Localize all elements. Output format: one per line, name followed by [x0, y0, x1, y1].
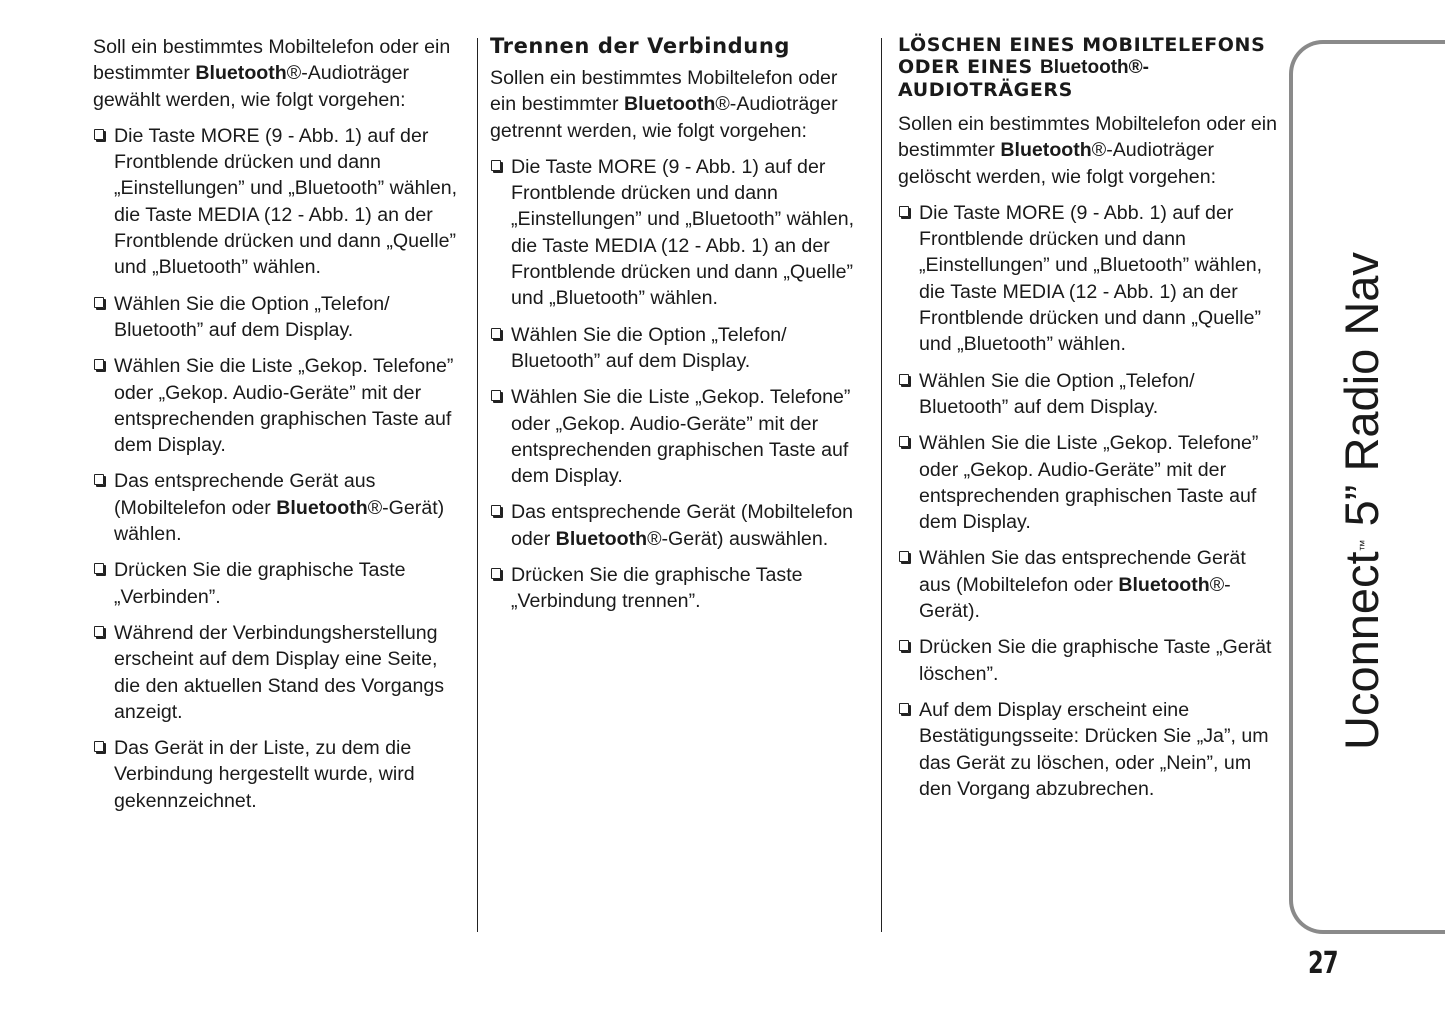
intro-paragraph: Sollen ein bestimmtes Mobiltelefon oder ein bestimmter Bluetooth®-Audioträger getrennt werden, wie folgt vorgehen: — [490, 67, 838, 142]
list-item: Das entsprechende Gerät aus (Mobiltelefon oder Bluetooth®-Gerät) wählen. — [93, 468, 465, 547]
list-item: Wählen Sie die Liste „Gekop. Telefone” oder „Gekop. Audio-Geräte” mit der entsprechenden graphischen Taste auf dem Display. — [490, 384, 868, 489]
list-item: Wählen Sie die Liste „Gekop. Telefone” oder „Gekop. Audio-Geräte” mit der entsprechenden graphischen Taste auf dem Display. — [93, 353, 465, 458]
checkbox-bullet-icon — [94, 626, 104, 637]
list-item: Während der Verbindungsherstellung erscheint auf dem Display eine Seite, die den aktuellen Stand des Vorgangs anzeigt. — [93, 620, 465, 725]
checkbox-bullet-icon — [491, 505, 501, 516]
column-3 — [898, 34, 1278, 812]
checkbox-bullet-icon — [94, 297, 104, 308]
checkbox-bullet-icon — [491, 390, 501, 401]
column-divider — [477, 38, 478, 932]
list-item: Die Taste MORE (9 - Abb. 1) auf der Frontblende drücken und dann „Einstellungen” und „Bluetooth” wählen, die Taste MEDIA (12 - Abb. 1) an der Frontblende drücken und dann „Quelle” und „Bluetooth” wählen. — [93, 123, 465, 281]
list-item: Drücken Sie die graphische Taste „Gerät löschen”. — [898, 634, 1278, 687]
list-item: Die Taste MORE (9 - Abb. 1) auf der Frontblende drücken und dann „Einstellungen” und „Bluetooth” wählen, die Taste MEDIA (12 - Abb. 1) an der Frontblende drücken und dann „Quelle” und „Bluetooth” wählen. — [490, 154, 868, 312]
list-item: Wählen Sie das entsprechende Gerät aus (Mobiltelefon oder Bluetooth®-Gerät). — [898, 545, 1278, 624]
checkbox-bullet-icon — [94, 359, 104, 370]
list-item: Drücken Sie die graphische Taste „Verbindung trennen”. — [490, 562, 868, 615]
step-list — [898, 200, 1278, 802]
step-list — [93, 123, 465, 814]
checkbox-bullet-icon — [899, 703, 909, 714]
column-2 — [490, 34, 868, 625]
checkbox-bullet-icon — [899, 436, 909, 447]
checkbox-bullet-icon — [899, 206, 909, 217]
checkbox-bullet-icon — [899, 551, 909, 562]
checkbox-bullet-icon — [491, 160, 501, 171]
step-list — [490, 154, 868, 615]
list-item: Wählen Sie die Liste „Gekop. Telefone” oder „Gekop. Audio-Geräte” mit der entsprechenden graphischen Taste auf dem Display. — [898, 430, 1278, 535]
checkbox-bullet-icon — [94, 563, 104, 574]
list-item: Wählen Sie die Option „Telefon/ Bluetooth” auf dem Display. — [898, 368, 1278, 421]
column-1 — [93, 34, 465, 824]
list-item: Das entsprechende Gerät (Mobiltelefon oder Bluetooth®-Gerät) auswählen. — [490, 499, 868, 552]
list-item: Wählen Sie die Option „Telefon/ Bluetooth” auf dem Display. — [93, 291, 465, 344]
list-item: Das Gerät in der Liste, zu dem die Verbindung hergestellt wurde, wird gekennzeichnet. — [93, 735, 465, 814]
section-heading: Trennen der Verbindung — [490, 34, 791, 58]
list-item: Drücken Sie die graphische Taste „Verbinden”. — [93, 557, 465, 610]
column-divider — [881, 38, 882, 932]
checkbox-bullet-icon — [899, 374, 909, 385]
intro-paragraph: Soll ein bestimmtes Mobiltelefon oder ein bestimmter Bluetooth®-Audioträger gewählt werden, wie folgt vorgehen: — [93, 36, 451, 111]
section-heading: LÖSCHEN EINES MOBILTELEFONS ODER EINES Bluetooth®- AUDIOTRÄGERS — [898, 34, 1266, 101]
list-item: Wählen Sie die Option „Telefon/ Bluetooth” auf dem Display. — [490, 322, 868, 375]
checkbox-bullet-icon — [94, 129, 104, 140]
checkbox-bullet-icon — [94, 741, 104, 752]
checkbox-bullet-icon — [899, 640, 909, 651]
intro-paragraph: Sollen ein bestimmtes Mobiltelefon oder ein bestimmter Bluetooth®-Audioträger gelöscht werden, wie folgt vorgehen: — [898, 113, 1278, 188]
list-item: Auf dem Display erscheint eine Bestätigungsseite: Drücken Sie „Ja”, um das Gerät zu löschen, oder „Nein”, um den Vorgang abzubrechen. — [898, 697, 1278, 802]
checkbox-bullet-icon — [94, 474, 104, 485]
checkbox-bullet-icon — [491, 328, 501, 339]
chapter-title: Uconnect™ 5” Radio Nav — [1335, 252, 1388, 750]
list-item: Die Taste MORE (9 - Abb. 1) auf der Frontblende drücken und dann „Einstellungen” und „Bluetooth” wählen, die Taste MEDIA (12 - Abb. 1) an der Frontblende drücken und dann „Quelle” und „Bluetooth” wählen. — [898, 200, 1278, 358]
checkbox-bullet-icon — [491, 568, 501, 579]
page-number: 27 — [1308, 946, 1338, 981]
